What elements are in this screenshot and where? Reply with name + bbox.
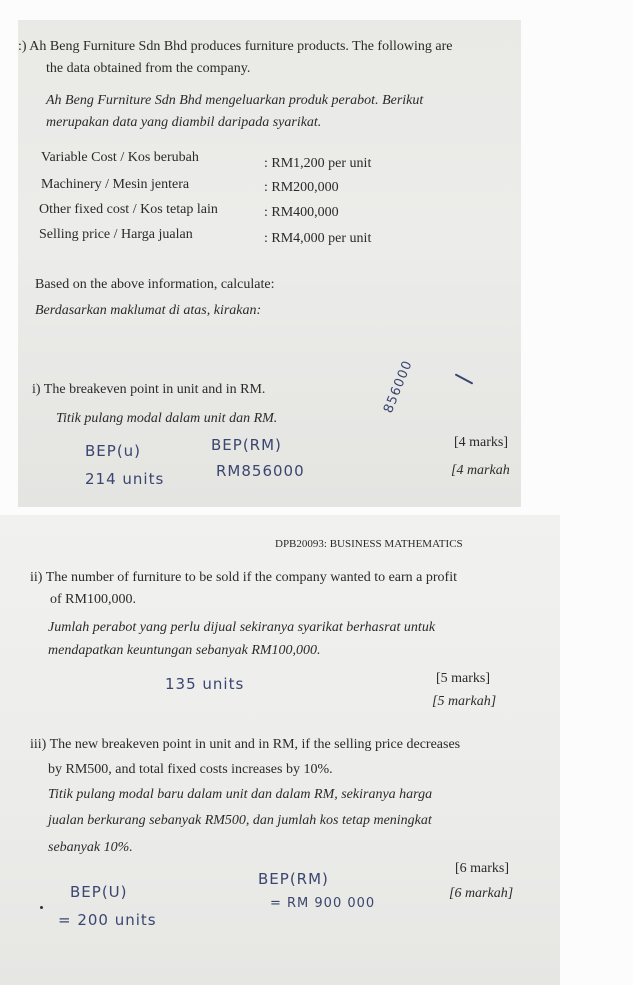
- data-row-label: Machinery / Mesin jentera: [41, 177, 190, 192]
- handwritten-bep-u-label: BEP(u): [85, 442, 142, 460]
- question-intro-my-2: merupakan data yang diambil daripada syarikat.: [46, 115, 322, 130]
- data-row-value: : RM200,000: [264, 180, 339, 195]
- handwritten-bep-rm-label: BEP(RM): [258, 870, 329, 888]
- data-row-label: Other fixed cost / Kos tetap lain: [39, 202, 218, 217]
- instruction: Based on the above information, calculate:: [35, 277, 275, 292]
- part-iii-question-2: by RM500, and total fixed costs increases by 10%.: [48, 762, 333, 777]
- marks-i-my: [4 markah: [451, 463, 510, 478]
- marks-iii-my: [6 markah]: [449, 886, 514, 901]
- part-ii-question-2: of RM100,000.: [50, 592, 136, 607]
- part-iii-question-my-2: jualan berkurang sebanyak RM500, dan jumlah kos tetap meningkat: [48, 813, 432, 828]
- data-row-label: Variable Cost / Kos berubah: [41, 150, 199, 165]
- handwritten-bep-rm-value: = RM 900 000: [270, 896, 376, 911]
- marks-i: [4 marks]: [454, 435, 509, 450]
- handwritten-part-ii-answer: 135 units: [165, 675, 245, 693]
- worksheet-photo-2: [0, 515, 560, 985]
- handwritten-units-answer: 214 units: [85, 470, 165, 488]
- page-header: DPB20093: BUSINESS MATHEMATICS: [275, 538, 463, 550]
- handwritten-bep-u-label: BEP(U): [70, 883, 128, 901]
- data-row-label: Selling price / Harga jualan: [39, 227, 193, 242]
- data-row-value: : RM1,200 per unit: [264, 156, 372, 171]
- handwritten-rm-answer: RM856000: [216, 462, 305, 480]
- part-iii-question: iii) The new breakeven point in unit and in RM, if the selling price decreases: [30, 737, 461, 752]
- marks-iii: [6 marks]: [455, 861, 510, 876]
- question-intro-2: the data obtained from the company.: [46, 61, 251, 76]
- marks-ii-my: [5 markah]: [432, 694, 497, 709]
- part-i-question-my: Titik pulang modal dalam unit dan RM.: [56, 411, 278, 426]
- worksheet-photo-1: [18, 20, 521, 507]
- instruction-my: Berdasarkan maklumat di atas, kirakan:: [35, 303, 262, 318]
- part-ii-question: ii) The number of furniture to be sold if the company wanted to earn a profit: [30, 570, 457, 585]
- marks-ii: [5 marks]: [436, 671, 491, 686]
- handwritten-tick-mark: [455, 373, 474, 384]
- part-i-question: i) The breakeven point in unit and in RM.: [32, 382, 266, 397]
- part-ii-question-my-2: mendapatkan keuntungan sebanyak RM100,000.: [48, 643, 321, 658]
- part-iii-question-my: Titik pulang modal baru dalam unit dan dalam RM, sekiranya harga: [48, 787, 433, 802]
- handwritten-margin-note: 856000: [381, 358, 416, 416]
- part-ii-question-my: Jumlah perabot yang perlu dijual sekiranya syarikat berhasrat untuk: [48, 620, 436, 635]
- question-intro-my: Ah Beng Furniture Sdn Bhd mengeluarkan produk perabot. Berikut: [46, 93, 424, 108]
- data-row-value: : RM4,000 per unit: [264, 231, 372, 246]
- question-intro: :) Ah Beng Furniture Sdn Bhd produces furniture products. The following are: [18, 39, 453, 54]
- data-row-value: : RM400,000: [264, 205, 339, 220]
- pen-dot: [40, 906, 43, 909]
- handwritten-bep-u-value: = 200 units: [58, 911, 157, 929]
- handwritten-bep-rm-label: BEP(RM): [211, 436, 282, 454]
- part-iii-question-my-3: sebanyak 10%.: [48, 840, 133, 855]
